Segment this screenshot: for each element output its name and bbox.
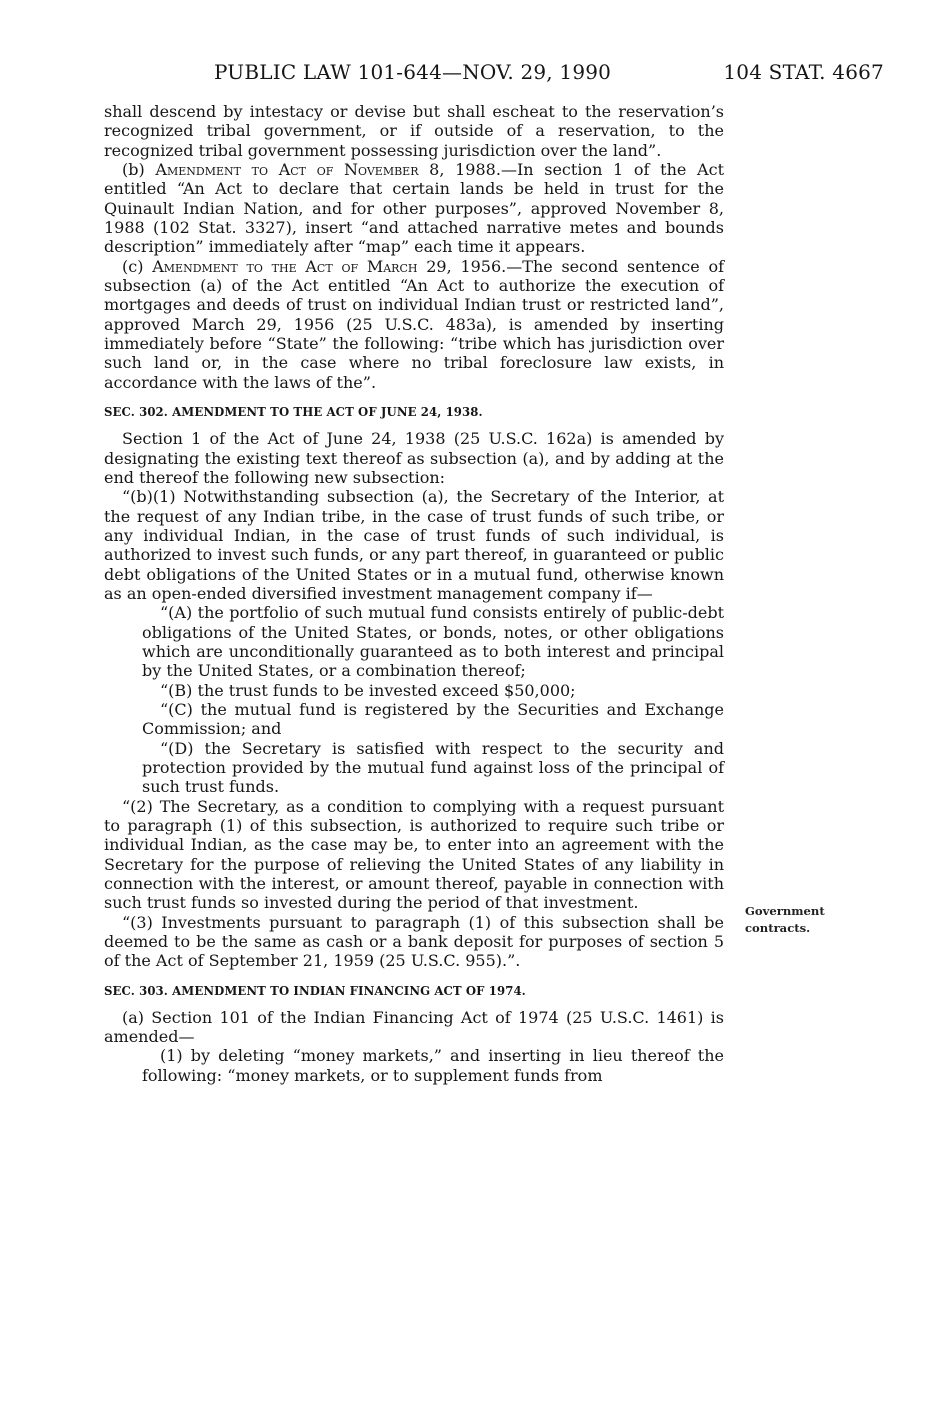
section-302-paragraph-3: “(3) Investments pursuant to paragraph (1) of this subsection shall be deemed to be the same as cash or a bank deposit for purposes of section 5 of the Act of September 21, 1959 (25 U.S.C. 955).”. [104, 912, 724, 971]
header-law-and-date: PUBLIC LAW 101-644—NOV. 29, 1990 [214, 60, 612, 84]
margin-note [745, 903, 845, 937]
section-302-subparagraph-d: “(D) the Secretary is satisfied with respect to the security and protection provided by the mutual fund against loss of the principal of such trust funds. [142, 738, 724, 797]
document-body [104, 102, 724, 1085]
section-302-subparagraph-b: “(B) the trust funds to be invested exceed $50,000; [160, 680, 576, 700]
section-303-paragraph-1: (1) by deleting “money markets,” and inserting in lieu thereof the following: “money markets, or to supplement funds from [142, 1046, 724, 1085]
section-302-intro: Section 1 of the Act of June 24, 1938 (25 U.S.C. 162a) is amended by designating the existing text thereof as subsection (a), and by adding at the end thereof the following new subsection: [104, 429, 724, 487]
section-302-paragraph-2: “(2) The Secretary, as a condition to complying with a request pursuant to paragraph (1) of this subsection, is authorized to require such tribe or individual Indian, as the case may be, to enter into an agreement with the Secretary for the purpose of relieving the United States of any liability in connection with the interest, or amount thereof, payable in connection with such trust funds so invested during the period of that investment. [104, 796, 724, 913]
paragraph-b-heading: Amendment to Act of November 8, 1988. [155, 160, 501, 180]
paragraph-amendment-c [104, 257, 724, 392]
section-303-heading: SEC. 303. AMENDMENT TO INDIAN FINANCING ACT OF 1974. [104, 983, 526, 998]
section-302-b1: “(b)(1) Notwithstanding subsection (a), the Secretary of the Interior, at the request of any Indian tribe, in the case of trust funds of such tribe, or any individual Indian, in the case of trust funds of such individual, is authorized to invest such funds, or any part thereof, in guaranteed or public debt obligations of the United States or in a mutual fund, otherwise known as an open-ended diversified investment management company if— [104, 487, 724, 603]
section-302-heading: SEC. 302. AMENDMENT TO THE ACT OF JUNE 24, 1938. [104, 405, 483, 420]
paragraph-b-text: —In section 1 of the Act entitled “An Act to declare that certain lands be held in trust for the Quinault Indian Nation, and for other purposes”, approved November 8, 1988 (102 Stat. 3327), insert “and attached narrative metes and bounds description” immediately after “map” each time it appears. [104, 160, 725, 257]
paragraph-continuation: shall descend by intestacy or devise but shall escheat to the reservation’s recognized tribal government, or if outside of a reservation, to the recognized tribal government possessing jurisdiction over the land”. [104, 102, 724, 160]
header-page-number: 104 STAT. 4667 [723, 60, 884, 84]
paragraph-c-label: (c) [122, 256, 144, 276]
paragraph-amendment-b [104, 160, 724, 257]
margin-note-line-2: contracts. [745, 921, 811, 935]
paragraph-c-text: —The second sentence of subsection (a) of the Act entitled “An Act to authorize the execution of mortgages and deeds of trust on individual Indian trust or restricted land”, approved March 29, 1956 (25 U.S.C. 483a), is amended by inserting immediately before “State” the following: “tribe which has jurisdiction over such land or, in the case where no tribal foreclosure law exists, in accordance with the laws of the”. [104, 256, 724, 392]
paragraph-c-heading: Amendment to the Act of March 29, 1956. [152, 256, 507, 276]
section-302-subparagraph-a: “(A) the portfolio of such mutual fund consists entirely of public-debt obligations of the United States, or bonds, notes, or other obligations which are unconditionally guaranteed as to both interest and principal by the United States, or a combination thereof; [142, 603, 724, 681]
margin-note-line-1: Government [745, 904, 825, 918]
section-302-subparagraph-c: “(C) the mutual fund is registered by the Securities and Exchange Commission; and [142, 699, 724, 739]
page-header [214, 58, 884, 86]
section-303-a: (a) Section 101 of the Indian Financing Act of 1974 (25 U.S.C. 1461) is amended— [104, 1007, 724, 1047]
paragraph-b-label: (b) [122, 160, 145, 180]
